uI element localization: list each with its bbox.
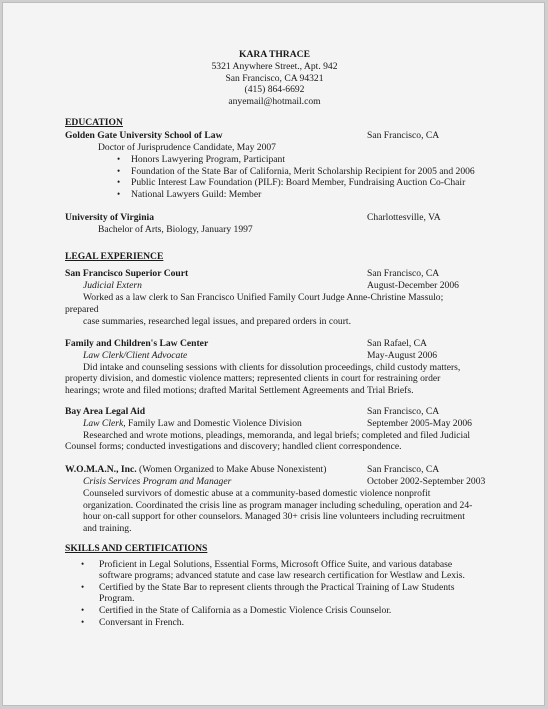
- employer-name: [65, 464, 326, 475]
- job-description: Counseled survivors of domestic abuse at a community-based domestic violence nonprofit: [83, 488, 431, 499]
- degree: Doctor of Jurisprudence Candidate, May 2007: [98, 142, 276, 153]
- job-description: Did intake and counseling sessions with clients for dissolution proceedings, child custody matters,: [83, 362, 461, 373]
- list-item: National Lawyers Guild: Member: [131, 189, 262, 200]
- bullet-icon: •: [117, 166, 121, 176]
- job-description: Researched and wrote motions, pleadings, memoranda, and legal briefs; completed and filed Judicial: [83, 430, 471, 441]
- job-description: Worked as a law clerk to San Francisco Unified Family Court Judge Anne-Christine Massulo;: [83, 292, 444, 303]
- school-location: San Francisco, CA: [367, 130, 440, 141]
- resume-page: [2, 2, 545, 706]
- job-description: and training.: [83, 523, 132, 534]
- address-line-2: San Francisco, CA 94321: [225, 73, 324, 84]
- candidate-name: KARA THRACE: [239, 49, 310, 60]
- school-name: University of Virginia: [65, 212, 155, 223]
- degree: Bachelor of Arts, Biology, January 1997: [98, 224, 253, 235]
- job-title: Law Clerk/Client Advocate: [83, 350, 188, 361]
- employer-name: Family and Children's Law Center: [65, 338, 209, 349]
- job-description: property division, and domestic violence matters; represented clients in court for restraining order: [65, 373, 441, 384]
- job-description: hearings; wrote and filed motions; drafted Marital Settlement Agreements and Trial Briefs.: [65, 385, 414, 396]
- bullet-icon: •: [81, 605, 85, 615]
- job-title: Crisis Services Program and Manager: [83, 476, 232, 487]
- job-description: prepared: [65, 304, 99, 315]
- bullet-icon: •: [81, 559, 85, 569]
- skills-heading: SKILLS AND CERTIFICATIONS: [65, 543, 208, 554]
- school-name: Golden Gate University School of Law: [65, 130, 223, 141]
- education-heading: EDUCATION: [65, 117, 123, 128]
- employer-location: San Francisco, CA: [367, 268, 440, 279]
- list-item: Conversant in French.: [99, 617, 184, 628]
- job-title: Judicial Extern: [83, 280, 142, 291]
- list-item: Certified in the State of California as a Domestic Violence Crisis Counselor.: [99, 605, 392, 616]
- job-dates: October 2002-September 2003: [367, 476, 486, 487]
- employer-name: Bay Area Legal Aid: [65, 406, 146, 417]
- job-description: hour on-call support for other counselors. Managed 30+ crisis line volunteers including recruitment: [83, 511, 465, 522]
- bullet-icon: •: [117, 154, 121, 164]
- list-item-continued: software programs; advanced statute and case law research certification for Westlaw and Lexis.: [99, 570, 465, 581]
- list-item: Certified by the State Bar to represent clients through the Practical Training of Law Students: [99, 582, 455, 593]
- job-title-division: Family Law and Domestic Violence Division: [125, 418, 302, 429]
- job-dates: September 2005-May 2006: [367, 418, 472, 429]
- bullet-icon: •: [81, 582, 85, 592]
- list-item: Public Interest Law Foundation (PILF): Board Member, Fundraising Auction Co-Chair: [131, 177, 466, 188]
- job-title-italic: Law Clerk,: [83, 418, 126, 429]
- list-item: Honors Lawyering Program, Participant: [131, 154, 285, 165]
- job-description: Counsel forms; conducted investigations and discovery; handled client correspondence.: [65, 441, 402, 452]
- job-title: [83, 418, 302, 429]
- email: anyemail@hotmail.com: [228, 96, 321, 107]
- employer-location: San Francisco, CA: [367, 406, 440, 417]
- employer-name: San Francisco Superior Court: [65, 268, 189, 279]
- phone: (415) 864-6692: [244, 84, 305, 95]
- employer-name-expansion: (Women Organized to Make Abuse Nonexistent): [136, 464, 327, 475]
- bullet-icon: •: [81, 617, 85, 627]
- list-item: Proficient in Legal Solutions, Essential Forms, Microsoft Office Suite, and various database: [99, 559, 453, 570]
- legal-experience-heading: LEGAL EXPERIENCE: [65, 251, 164, 262]
- job-dates: May-August 2006: [367, 350, 438, 361]
- job-description: case summaries, researched legal issues, and prepared orders in court.: [83, 316, 351, 327]
- list-item-continued: Program.: [99, 593, 135, 604]
- job-description: organization. Coordinated the crisis line as program manager including scheduling, operation and 24-: [83, 500, 473, 511]
- employer-location: San Rafael, CA: [367, 338, 427, 349]
- list-item: Foundation of the State Bar of California, Merit Scholarship Recipient for 2005 and 2006: [131, 166, 475, 177]
- employer-name-bold: W.O.M.A.N., Inc.: [65, 464, 137, 475]
- address-line-1: 5321 Anywhere Street., Apt. 942: [211, 61, 338, 72]
- job-dates: August-December 2006: [367, 280, 459, 291]
- bullet-icon: •: [117, 177, 121, 187]
- bullet-icon: •: [117, 189, 121, 199]
- employer-location: San Francisco, CA: [367, 464, 440, 475]
- school-location: Charlottesville, VA: [367, 212, 441, 223]
